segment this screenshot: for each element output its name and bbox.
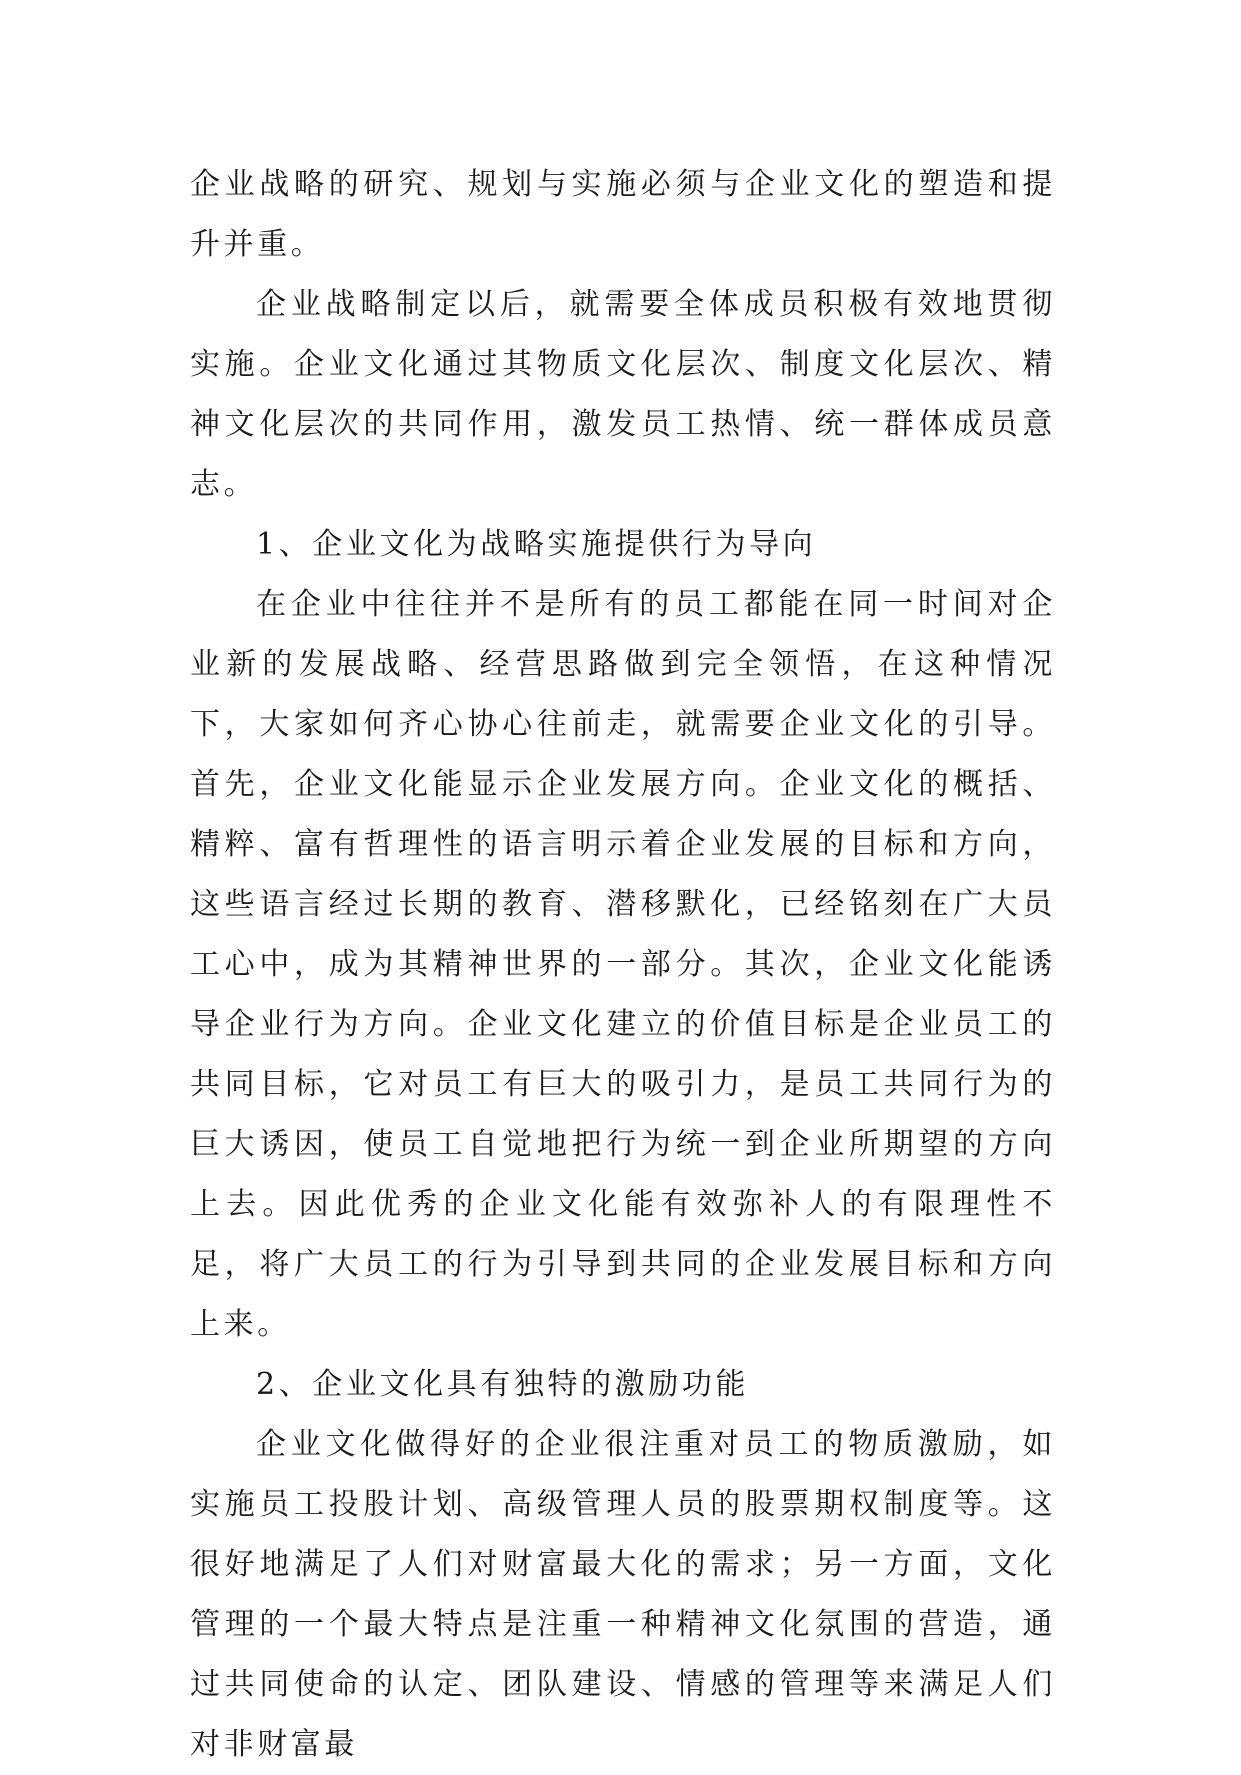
paragraph-behavior-guidance: 在企业中往往并不是所有的员工都能在同一时间对企业新的发展战略、经营思路做到完全领悟，在这种情况下，大家如何齐心协心往前走，就需要企业文化的引导。首先，企业文化能显示企业发展方向。企业文化的概括、精粹、富有哲理性的语言明示着企业发展的目标和方向，这些语言经过长期的教育、潜移默化，已经铭刻在广大员工心中，成为其精神世界的一部分。其次，企业文化能诱导企业行为方向。企业文化建立的价值目标是企业员工的共同目标，它对员工有巨大的吸引力，是员工共同行为的巨大诱因，使员工自觉地把行为统一到企业所期望的方向上去。因此优秀的企业文化能有效弥补人的有限理性不足，将广大员工的行为引导到共同的企业发展目标和方向上来。 <box>190 587 1056 1342</box>
paragraph-incentive-function: 企业文化做得好的企业很注重对员工的物质激励，如实施员工投股计划、高级管理人员的股票期权制度等。这很好地满足了人们对财富最大化的需求；另一方面，文化管理的一个最大特点是注重一种精神文化氛围的营造，通过共同使命的认定、团队建设、情感的管理等来满足人们对非财富最 <box>190 1427 1056 1762</box>
section-heading-incentive-function: 2、企业文化具有独特的激励功能 <box>256 1367 750 1402</box>
document-body <box>190 155 1056 1775</box>
paragraph-strategy-implementation: 企业战略制定以后，就需要全体成员积极有效地贯彻实施。企业文化通过其物质文化层次、制度文化层次、精神文化层次的共同作用，激发员工热情、统一群体成员意志。 <box>190 287 1056 502</box>
section-heading-behavior-guidance: 1、企业文化为战略实施提供行为导向 <box>256 527 817 562</box>
paragraph-strategy-continuation: 企业战略的研究、规划与实施必须与企业文化的塑造和提升并重。 <box>190 167 1056 262</box>
